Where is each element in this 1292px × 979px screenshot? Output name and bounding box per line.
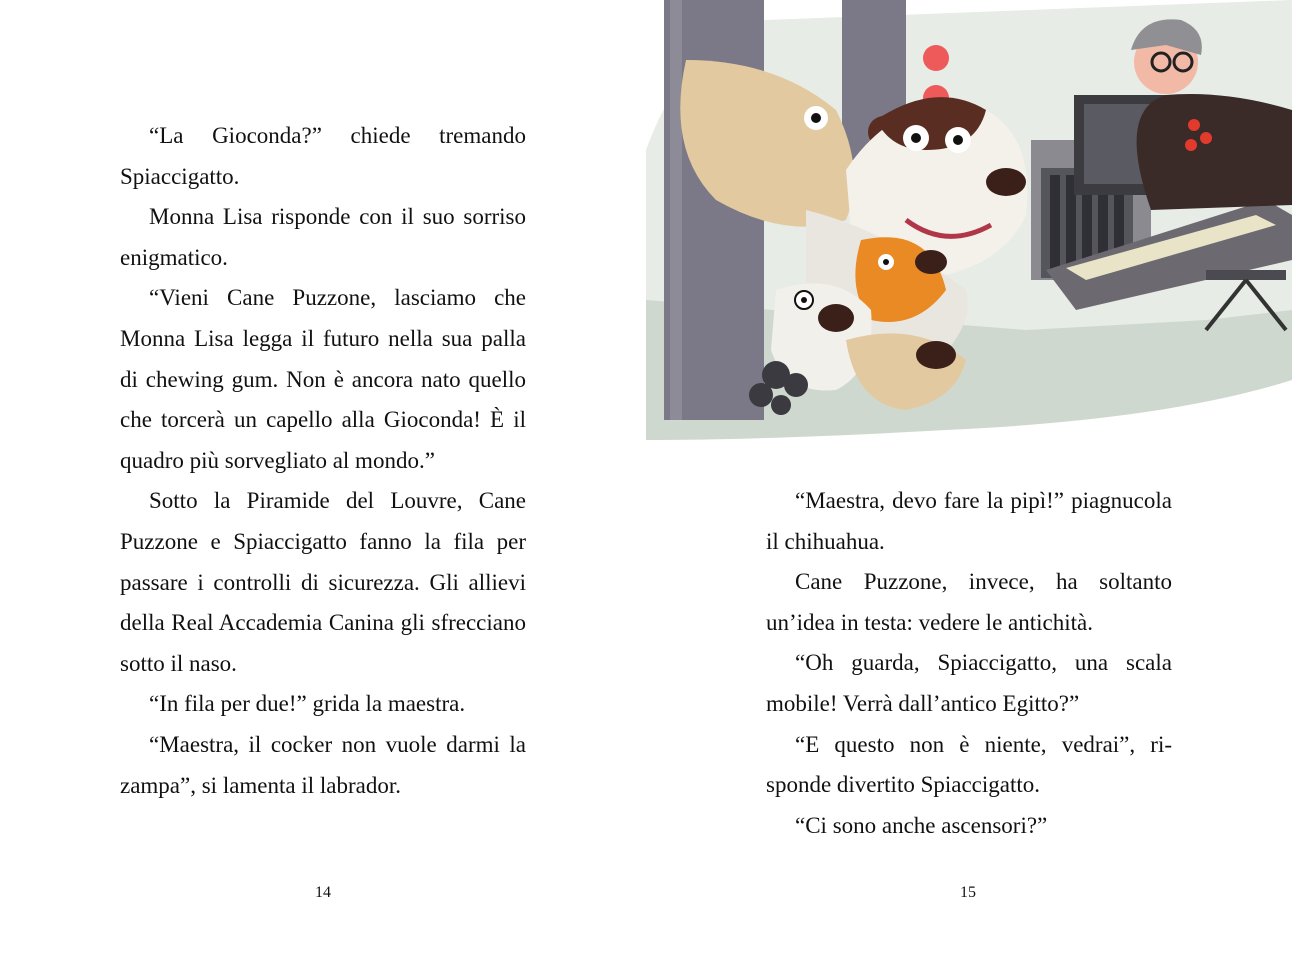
paragraph: “Oh guarda, Spiaccigatto, una scala mobile! Verrà dall’antico Egitto?” xyxy=(766,650,1172,716)
page-number: 15 xyxy=(960,884,976,901)
paragraph: “Maestra, il cocker non vuole darmi la zampa”, si lamenta il labrador. xyxy=(120,731,526,798)
paragraph: “Ci sono anche ascensori?” xyxy=(795,812,1048,838)
paragraph: “Maestra, devo fare la pipì!” piagnucola il chihuahua. xyxy=(766,488,1172,554)
paragraph: “E questo non è niente, vedrai”, risponde divertito Spiaccigatto. xyxy=(766,731,1172,798)
left-page-text xyxy=(120,116,526,806)
page-number: 14 xyxy=(315,884,331,901)
paragraph: “Vieni Cane Puzzone, lasciamo che Monna Lisa legga il futuro nella sua palla di chewing gum. Non è ancora nato quello che torcerà un capello alla Gioconda! È il quadro più sorvegliato al mondo.” xyxy=(120,285,526,473)
paragraph: “La Gioconda?” chiede tremando Spiaccigatto. xyxy=(120,123,526,189)
paragraph: “In fila per due!” grida la maestra. xyxy=(149,691,466,717)
paragraph: Cane Puzzone, invece, ha soltanto un’idea in testa: vedere le antichità. xyxy=(766,569,1172,635)
paragraph: Sotto la Piramide del Louvre, Cane Puzzone e Spiaccigatto fanno la fila per passare i controlli di sicurezza. Gli allievi della Real Accademia Canina gli sfrecciano sotto il naso. xyxy=(120,488,526,676)
right-page xyxy=(646,0,1292,979)
paragraph: Monna Lisa risponde con il suo sorriso enigmatico. xyxy=(120,204,526,270)
right-page-text xyxy=(766,481,1172,846)
security-checkpoint-dogs-illustration xyxy=(646,0,1292,448)
